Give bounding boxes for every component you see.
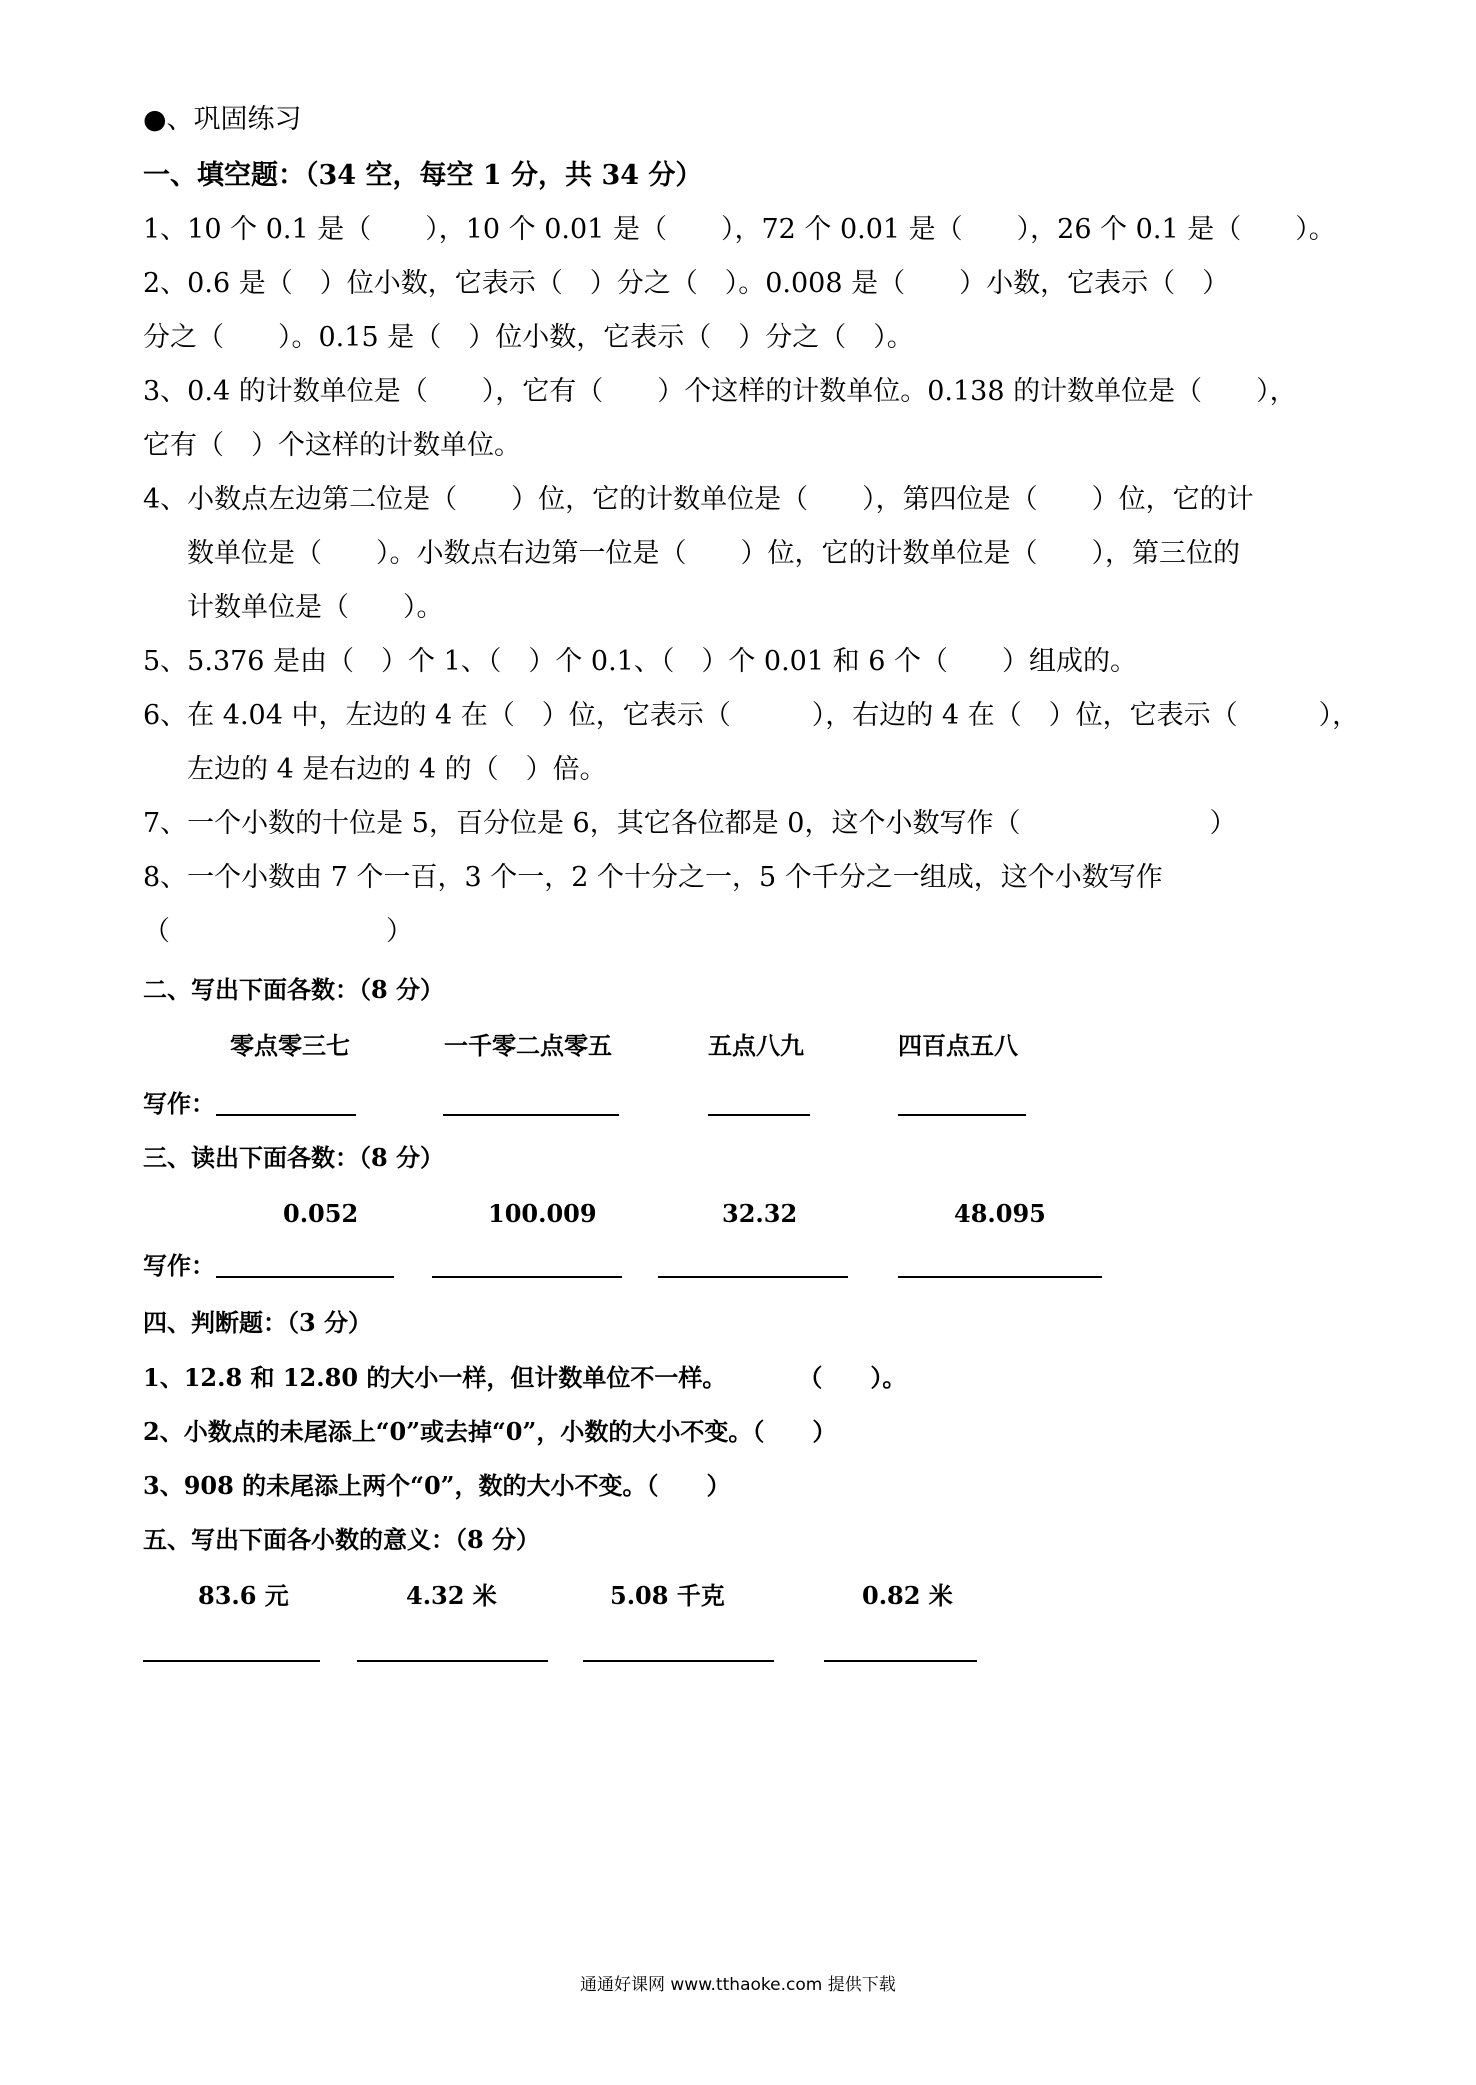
decimal-number: 48.095: [954, 1199, 1046, 1228]
answer-line[interactable]: [443, 1114, 619, 1116]
section2-title: 二、写出下面各数：（8 分）: [143, 975, 445, 1004]
question-line: 左边的 4 是右边的 4 的（ ）倍。: [187, 754, 607, 785]
decimal-number: 0.052: [283, 1199, 359, 1228]
question-line: 7、一个小数的十位是 5，百分位是 6，其它各位都是 0，这个小数写作（ ）: [143, 808, 1237, 839]
answer-line[interactable]: [216, 1114, 356, 1116]
question-line: 它有（ ）个这样的计数单位。: [143, 430, 521, 461]
answer-line[interactable]: [432, 1276, 622, 1278]
number-word: 四百点五八: [898, 1031, 1018, 1060]
question-line: 分之（ ）。0.15 是（ ）位小数，它表示（ ）分之（ ）。: [143, 322, 914, 353]
question-line: （ ）: [143, 916, 413, 947]
decimal-quantity: 0.82 米: [862, 1581, 953, 1610]
decimal-quantity: 83.6 元: [198, 1581, 289, 1610]
judgement-item: 3、908 的未尾添上两个“0”，数的大小不变。（ ）: [143, 1471, 731, 1500]
number-word: 五点八九: [708, 1031, 804, 1060]
section3-title: 三、读出下面各数：（8 分）: [143, 1143, 445, 1172]
number-word: 一千零二点零五: [444, 1031, 612, 1060]
footer-credit: 通通好课网 www.tthaoke.com 提供下载: [580, 1975, 896, 1995]
decimal-quantity: 4.32 米: [406, 1581, 497, 1610]
question-line: 6、在 4.04 中，左边的 4 在（ ）位，它表示（ ），右边的 4 在（ ）位，它表示（ ），: [143, 700, 1360, 731]
section5-title: 五、写出下面各小数的意义：（8 分）: [143, 1525, 541, 1554]
judgement-item: 2、小数点的未尾添上“0”或去掉“0”，小数的大小不变。（ ）: [143, 1417, 837, 1446]
section1-title: 一、填空题：（34 空，每空 1 分，共 34 分）: [143, 160, 703, 191]
question-line: 数单位是（ ）。小数点右边第一位是（ ）位，它的计数单位是（ ），第三位的: [187, 538, 1240, 569]
question-line: 1、10 个 0.1 是（ ），10 个 0.01 是（ ），72 个 0.01 是（ ），26 个 0.1 是（ ）。: [143, 214, 1336, 245]
decimal-number: 100.009: [488, 1199, 597, 1228]
answer-line[interactable]: [708, 1114, 810, 1116]
question-line: 2、0.6 是（ ）位小数，它表示（ ）分之（ ）。0.008 是（ ）小数，它表示（ ）: [143, 268, 1230, 299]
answer-line[interactable]: [216, 1276, 394, 1278]
answer-line[interactable]: [583, 1660, 774, 1662]
write-label: 写作：: [143, 1251, 215, 1280]
question-line: 计数单位是（ ）。: [187, 592, 444, 623]
number-word: 零点零三七: [230, 1031, 350, 1060]
page-header: ●、巩固练习: [143, 104, 302, 135]
decimal-number: 32.32: [722, 1199, 798, 1228]
decimal-quantity: 5.08 千克: [610, 1581, 725, 1610]
answer-line[interactable]: [898, 1276, 1102, 1278]
write-label: 写作：: [143, 1089, 215, 1118]
question-line: 3、0.4 的计数单位是（ ），它有（ ）个这样的计数单位。0.138 的计数单位是（ ），: [143, 376, 1297, 407]
answer-line[interactable]: [357, 1660, 548, 1662]
answer-line[interactable]: [898, 1114, 1026, 1116]
question-line: 5、5.376 是由（ ）个 1、（ ）个 0.1、（ ）个 0.01 和 6 个（ ）组成的。: [143, 646, 1137, 677]
answer-line[interactable]: [143, 1660, 320, 1662]
judgement-item: 1、12.8 和 12.80 的大小一样，但计数单位不一样。 （ ）。: [143, 1363, 907, 1392]
answer-line[interactable]: [824, 1660, 977, 1662]
question-line: 4、小数点左边第二位是（ ）位，它的计数单位是（ ），第四位是（ ）位，它的计: [143, 484, 1254, 515]
section4-title: 四、判断题：（3 分）: [143, 1308, 373, 1337]
question-line: 8、一个小数由 7 个一百，3 个一，2 个十分之一，5 个千分之一组成，这个小数写作: [143, 862, 1163, 893]
answer-line[interactable]: [658, 1276, 848, 1278]
